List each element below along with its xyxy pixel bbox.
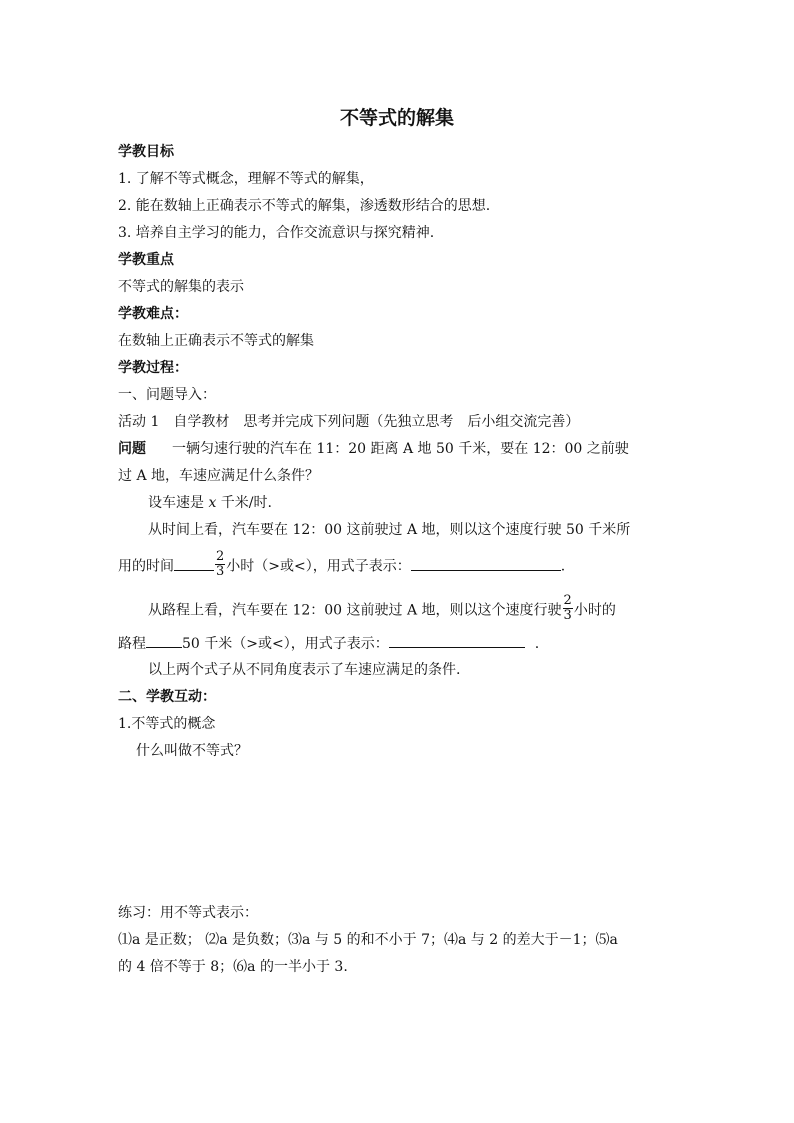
key-text: 不等式的解集的表示 [118, 279, 244, 295]
goal-item-2: 2. 能在数轴上正确表示不等式的解集，渗透数形结合的思想. [118, 198, 491, 214]
time-view-line-1: 从时间上看，汽车要在 12：00 这前驶过 A 地，则以这个速度行驶 50 千米所 [148, 522, 631, 538]
road-view-line-2 [118, 634, 688, 653]
time-pre: 用的时间 [118, 558, 174, 575]
road-post: 小时的 [573, 602, 616, 619]
goals-heading: 学教目标 [118, 144, 174, 160]
exercise-line-2: 的 4 倍不等于 8；⑹a 的一半小于 3. [118, 959, 348, 975]
section-1-heading: 一、问题导入： [118, 387, 216, 403]
road-line2-pre: 路程 [118, 636, 146, 652]
time-blank[interactable] [174, 557, 214, 571]
road-view-line-1 [148, 593, 718, 625]
difficulty-heading: 学教难点： [118, 306, 188, 322]
summary-line: 以上两个式子从不同角度表示了车速应满足的条件. [148, 662, 461, 678]
difficulty-text: 在数轴上正确表示不等式的解集 [118, 333, 314, 349]
speed-post: 千米/时. [216, 495, 272, 511]
concept-heading: 1.不等式的概念 [118, 716, 216, 732]
exercise-heading: 练习：用不等式表示： [118, 905, 258, 921]
road-end: . [534, 636, 540, 652]
concept-question: 什么叫做不等式？ [136, 743, 248, 759]
time-expression-blank[interactable] [411, 557, 561, 571]
problem-line-2: 过 A 地，车速应满足什么条件？ [118, 468, 320, 484]
fraction-numerator-2: 2 [563, 593, 572, 608]
road-mid: 50 千米（>或<），用式子表示： [182, 636, 389, 652]
time-end: . [560, 558, 566, 575]
fraction-denominator-2: 3 [563, 608, 572, 623]
fraction-two-thirds [215, 550, 225, 579]
problem-text-1: 一辆匀速行驶的汽车在 11：20 距离 A 地 50 千米，要在 12：00 之前驶 [172, 441, 629, 457]
fraction-numerator: 2 [216, 549, 225, 564]
problem-label: 问题 [118, 441, 146, 457]
exercise-line-1: ⑴a 是正数； ⑵a 是负数；⑶a 与 5 的和不小于 7；⑷a 与 2 的差大于－1；⑸a [118, 932, 618, 948]
road-expression-blank[interactable] [389, 634, 525, 648]
fraction-two-thirds-2 [563, 594, 573, 623]
road-pre: 从路程上看，汽车要在 12：00 这前驶过 A 地，则以这个速度行驶 [148, 602, 562, 619]
time-view-line-2 [118, 549, 688, 581]
problem-line-1 [118, 440, 688, 458]
speed-line [148, 494, 718, 512]
goal-item-1: 1. 了解不等式概念，理解不等式的解集， [118, 171, 374, 187]
process-heading: 学教过程： [118, 360, 188, 376]
page-title: 不等式的解集 [339, 107, 454, 129]
activity-line: 活动 1 自学教材 思考并完成下列问题（先独立思考 后小组交流完善） [118, 414, 580, 430]
speed-variable: x [208, 495, 217, 511]
time-mid: 小时（>或<），用式子表示： [226, 558, 411, 575]
section-2-heading: 二、学教互动： [118, 689, 216, 705]
fraction-denominator: 3 [216, 564, 225, 579]
road-blank[interactable] [146, 634, 182, 648]
goal-item-3: 3. 培养自主学习的能力，合作交流意识与探究精神. [118, 225, 435, 241]
key-heading: 学教重点 [118, 252, 174, 268]
speed-pre: 设车速是 [148, 495, 209, 511]
